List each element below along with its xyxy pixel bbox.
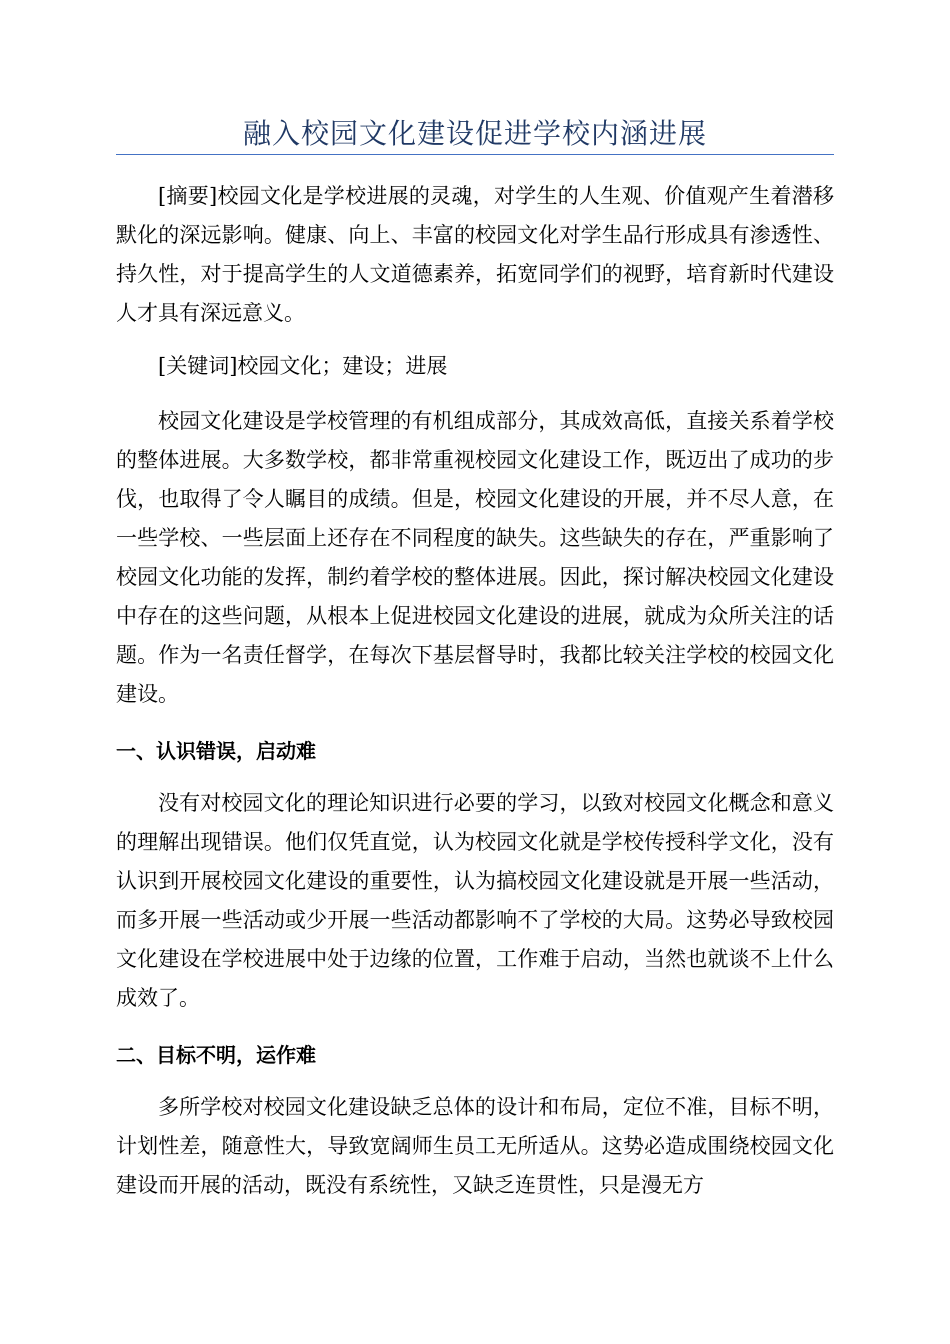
title-underline [116,154,834,155]
document-page [116,0,834,1205]
section-heading-2: 二、目标不明，运作难 [116,1043,316,1067]
keywords-paragraph: [关键词]校园文化；建设；进展 [158,354,448,378]
intro-paragraph: 校园文化建设是学校管理的有机组成部分，其成效高低，直接关系着学校的整体进展。大多数学校，都非常重视校园文化建设工作，既迈出了成功的步伐，也取得了令人瞩目的成绩。但是，校园文化建设的开展，并不尽人意，在一些学校、一些层面上还存在不同程度的缺失。这些缺失的存在，严重影响了校园文化功能的发挥，制约着学校的整体进展。因此，探讨解决校园文化建设中存在的这些问题，从根本上促进校园文化建设的进展，就成为众所关注的话题。作为一名责任督学，在每次下基层督导时，我都比较关注学校的校园文化建设。 [116,409,834,706]
section-heading-1: 一、认识错误，启动难 [116,739,316,763]
document-title: 融入校园文化建设促进学校内涵进展 [242,117,707,150]
section-body-1: 没有对校园文化的理论知识进行必要的学习，以致对校园文化概念和意义的理解出现错误。他们仅凭直觉，认为校园文化就是学校传授科学文化，没有认识到开展校园文化建设的重要性，认为搞校园文化建设就是开展一些活动，而多开展一些活动或少开展一些活动都影响不了学校的大局。这势必导致校园文化建设在学校进展中处于边缘的位置，工作难于启动，当然也就谈不上什么成效了。 [116,791,834,1010]
abstract-paragraph: [摘要]校园文化是学校进展的灵魂，对学生的人生观、价值观产生着潜移默化的深远影响。健康、向上、丰富的校园文化对学生品行形成具有渗透性、持久性，对于提高学生的人文道德素养，拓宽同学们的视野，培育新时代建设人才具有深远意义。 [116,184,834,325]
section-body-2: 多所学校对校园文化建设缺乏总体的设计和布局，定位不准，目标不明，计划性差，随意性大，导致宽阔师生员工无所适从。这势必造成围绕校园文化建设而开展的活动，既没有系统性，又缺乏连贯性，只是漫无方 [116,1095,834,1197]
